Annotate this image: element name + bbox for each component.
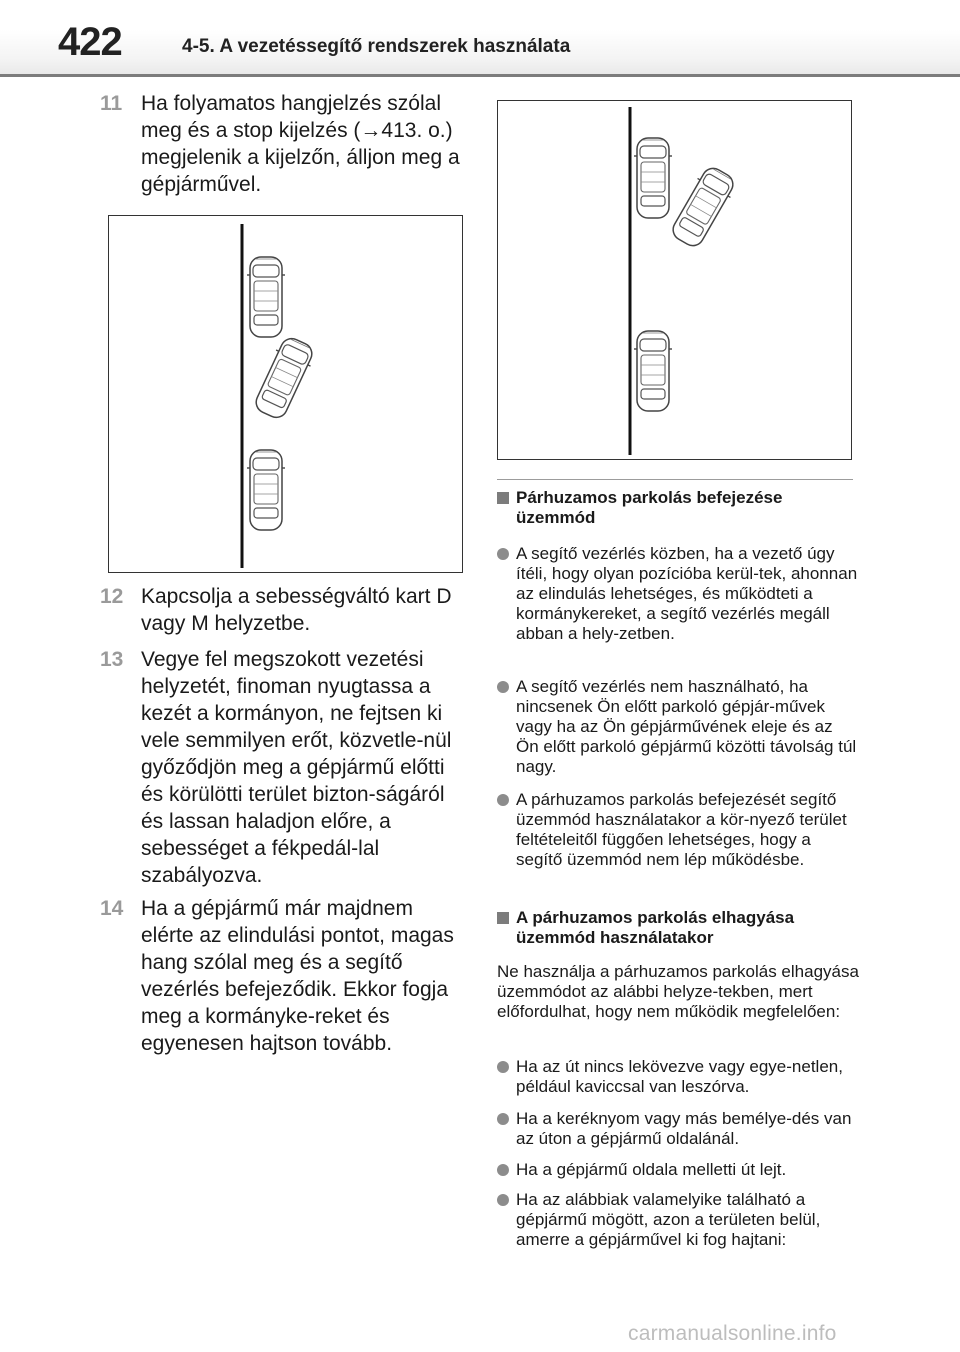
step-number: 11	[100, 92, 123, 115]
step-text: Kapcsolja a sebességváltó kart D vagy M helyzetbe.	[141, 585, 452, 635]
list-item: A párhuzamos parkolás befejezését segítő üzemmód használatakor a kör-nyező terület feltételeitől függően lehetséges, hogy a segítő üzemmód nem lép működésbe.	[497, 790, 859, 870]
list-item: Ha az út nincs lekövezve vagy egye-netlen, például kaviccsal van leszórva.	[497, 1057, 859, 1097]
step-11	[100, 90, 470, 198]
parking-illustration-1	[108, 215, 463, 573]
list-item: A segítő vezérlés közben, ha a vezető úgy ítéli, hogy olyan pozícióba kerül-tek, ahonnan az elindulás lehetséges, és működteti a kormánykereket, a segítő vezérlés megáll abban a hely-zetben.	[497, 544, 859, 644]
step-text: Vegye fel megszokott vezetési helyzetét, finoman nyugtassa a kezét a kormányon, ne fejtsen ki vele semmilyen erőt, közvetle-nül győződjön meg a gépjármű előtti és körülötti terület bizton-ságáról és lassan haladjon előre, a sebességet a fékpedál-lal szabályozva.	[141, 648, 452, 887]
parked-car-rear	[247, 450, 285, 530]
parking-illustration-2	[497, 100, 852, 460]
watermark: carmanualsonline.info	[628, 1322, 837, 1345]
section-title: 4-5. A vezetéssegítő rendszerek használata	[182, 36, 571, 57]
step-14	[100, 895, 470, 1057]
step-number: 12	[100, 585, 124, 608]
section-divider	[497, 479, 853, 480]
step-text: Ha folyamatos hangjelzés szólal meg és a stop kijelzés (→413. o.) megjelenik a kijelzőn, álljon meg a gépjárművel.	[141, 92, 460, 196]
heading-parallel-parking-finish: Párhuzamos parkolás befejezése üzemmód	[497, 488, 857, 528]
heading-parallel-parking-exit: A párhuzamos parkolás elhagyása üzemmód használatakor	[497, 908, 857, 948]
bullet-dot-icon	[497, 1061, 509, 1073]
list-item: Ha a keréknyom vagy más bemélye-dés van az úton a gépjármű oldalánál.	[497, 1109, 859, 1149]
list-item: A segítő vezérlés nem használható, ha nincsenek Ön előtt parkoló gépjár-művek vagy ha az Ön gépjárművének eleje és az Ön előtt parkoló gépjármű közötti távolság túl nagy.	[497, 677, 859, 777]
own-car-maneuvering	[250, 334, 318, 423]
bullet-dot-icon	[497, 681, 509, 693]
parked-car-front	[247, 257, 285, 337]
list-item: Ha a gépjármű oldala melletti út lejt.	[497, 1160, 859, 1180]
square-bullet-icon	[497, 492, 509, 504]
page-number: 422	[58, 20, 122, 64]
bullet-dot-icon	[497, 1194, 509, 1206]
bullet-dot-icon	[497, 548, 509, 560]
list-item: Ha az alábbiak valamelyike található a gépjármű mögött, azon a területen belül, amerre a gépjárművel ki fog hajtani:	[497, 1190, 859, 1250]
parked-car-rear	[634, 331, 672, 411]
bullet-dot-icon	[497, 794, 509, 806]
step-number: 13	[100, 648, 124, 671]
header-rule	[0, 74, 960, 77]
step-text: Ha a gépjármű már majdnem elérte az elindulási pontot, magas hang szólal meg és a segítő vezérlés befejeződik. Ekkor fogja meg a kormányke-reket és egyenesen hajtson tovább.	[141, 897, 454, 1055]
own-car-pulling-out	[667, 163, 740, 251]
step-number: 14	[100, 897, 124, 920]
square-bullet-icon	[497, 912, 509, 924]
parked-car-front	[634, 138, 672, 218]
step-12	[100, 583, 470, 637]
intro-paragraph: Ne használja a párhuzamos parkolás elhagyása üzemmódot az alábbi helyze-tekben, mert előfordulhat, hogy nem működik megfelelően:	[497, 962, 859, 1021]
step-13	[100, 646, 470, 889]
bullet-dot-icon	[497, 1113, 509, 1125]
bullet-dot-icon	[497, 1164, 509, 1176]
